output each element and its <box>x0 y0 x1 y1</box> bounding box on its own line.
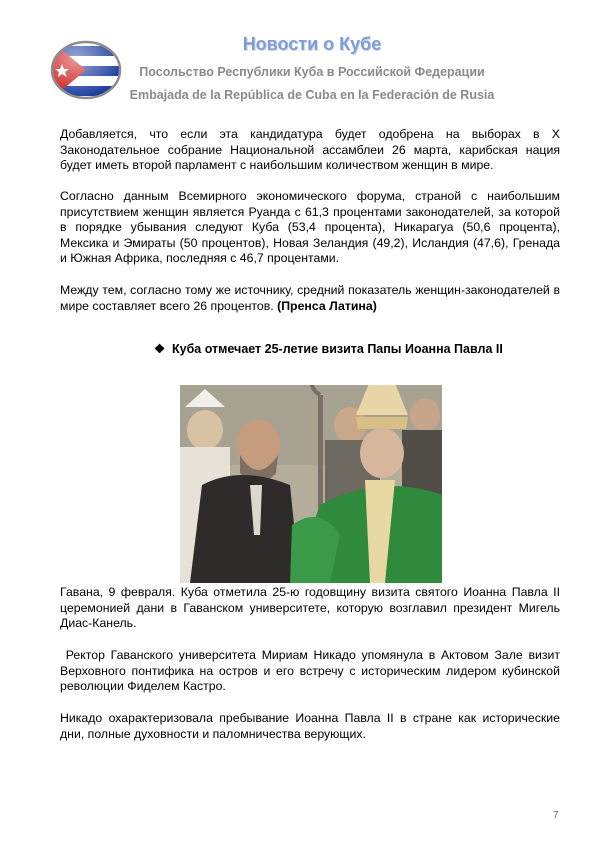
article2-paragraph-3: Никадо охарактеризовала пребывание Иоанна Павла II в стране как исторические дни, полные духовности и паломничества верующих. <box>60 711 560 741</box>
header-subtitle-es: Embajada de la República de Cuba en la Federación de Rusia <box>129 88 495 102</box>
page-header <box>0 0 607 110</box>
page-number: 7 <box>553 810 559 821</box>
article1-paragraph-1: Добавляется, что если эта кандидатура будет одобрена на выборах в Х Законодательное собрание Национальной ассамблеи 26 марта, карибская нация будет иметь второй парламент с наибольшим количеством женщин в мире. <box>60 127 560 173</box>
article1-paragraph-2: Согласно данным Всемирного экономического форума, страной с наибольшим присутствием женщин является Руанда с 61,3 процентами законодателей, за которой в порядке убывания следуют Куба (53,4 процента), Никарагуа (50,6 процента), Мексика и Эмираты (50 процентов), Новая Зеландия (49,2), Исландия (47,6), Гренада и Южная Африка, последняя с 46,7 процентами. <box>60 189 560 266</box>
header-title: Новости о Кубе <box>242 34 382 54</box>
article2-heading <box>154 341 503 356</box>
article2-paragraph-1: Гавана, 9 февраля. Куба отметила 25-ю годовщину визита святого Иоанна Павла II церемонией дани в Гаванском университете, которую возглавил президент Мигель Диас-Канель. <box>60 585 560 631</box>
article1-paragraph-3-text: Между тем, согласно тому же источнику, средний показатель женщин-законодателей в мире составляет всего 26 процентов. <box>60 283 560 313</box>
article1-source: (Пренса Латина) <box>277 298 377 313</box>
news-photo-pope-visit <box>180 385 442 583</box>
diamond-bullet-icon: ❖ <box>154 342 166 356</box>
article2-paragraph-2: Ректор Гаванского университета Мириам Никадо упомянула в Актовом Зале визит Верховного понтифика на остров и его встречу с историческим лидером кубинской революции Фиделем Кастро. <box>60 648 564 694</box>
header-subtitle-ru: Посольство Республики Куба в Российской Федерации <box>139 65 485 79</box>
article2-heading-text: Куба отмечает 25-летие визита Папы Иоанна Павла II <box>172 342 503 356</box>
article1-paragraph-3 <box>60 283 560 314</box>
